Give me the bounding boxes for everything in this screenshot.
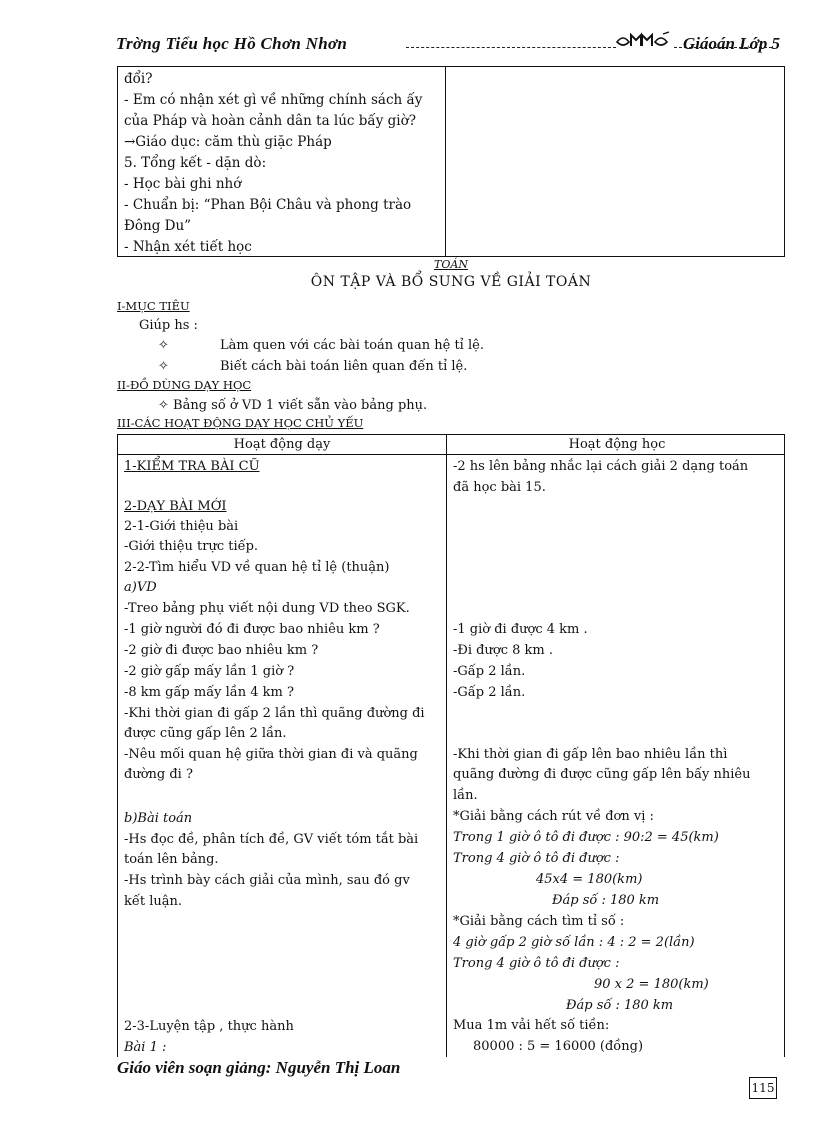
decorative-ornament-icon <box>611 30 681 52</box>
teacher-line: a)VD <box>124 580 157 595</box>
text-line: của Pháp và hoàn cảnh dân ta lúc bấy giờ? <box>124 113 416 129</box>
teacher-line: -1 giờ người đó đi được bao nhiêu km ? <box>124 622 380 637</box>
teacher-line: được cũng gấp lên 2 lần. <box>124 726 287 741</box>
student-line: quãng đường đi được cũng gấp lên bấy nhiêu <box>453 767 751 782</box>
teacher-line: toán lên bảng. <box>124 852 219 867</box>
materials-heading: II-ĐỒ DÙNG DẠY HỌC <box>117 378 252 392</box>
objectives-heading: I-MỤC TIÊU <box>117 299 190 313</box>
subject-label: TOÁN <box>434 258 468 271</box>
page-header <box>116 30 780 60</box>
student-line: -Gấp 2 lần. <box>453 685 526 700</box>
teacher-line: 2-2-Tìm hiểu VD về quan hệ tỉ lệ (thuận) <box>124 560 390 575</box>
student-line: 90 x 2 = 180(km) <box>594 977 709 992</box>
teacher-line: b)Bài toán <box>124 811 193 826</box>
teacher-line: kết luận. <box>124 894 183 909</box>
student-line: Trong 1 giờ ô tô đi được : 90:2 = 45(km) <box>453 830 719 845</box>
page-number: 115 <box>749 1077 777 1099</box>
student-line: 45x4 = 180(km) <box>536 872 643 887</box>
teacher-line: 1-KIỂM TRA BÀI CŨ <box>124 459 260 474</box>
student-line: lần. <box>453 788 478 803</box>
text-line: - Chuẩn bị: “Phan Bội Châu và phong trào <box>124 197 412 213</box>
student-line: -2 hs lên bảng nhắc lại cách giải 2 dạng toán <box>453 459 749 474</box>
header-dashed-rule <box>406 47 616 48</box>
student-line: -Gấp 2 lần. <box>453 664 526 679</box>
student-line: Trong 4 giờ ô tô đi được : <box>453 956 620 971</box>
student-line: *Giải bằng cách tìm tỉ số : <box>453 914 625 929</box>
continuation-table <box>117 66 785 257</box>
activities-heading: III-CÁC HOẠT ĐỘNG DẠY HỌC CHỦ YẾU <box>117 416 364 430</box>
bullet-icon: ✧ <box>158 338 169 353</box>
column-header-teacher: Hoạt động dạy <box>233 437 331 452</box>
student-line: Mua 1m vải hết số tiền: <box>453 1018 610 1033</box>
teacher-line: -Treo bảng phụ viết nội dung VD theo SGK. <box>124 601 410 616</box>
text-line: - Em có nhận xét gì về những chính sách ấy <box>124 92 423 108</box>
teacher-line: -2 giờ đi được bao nhiêu km ? <box>124 643 319 658</box>
text-line: - Nhận xét tiết học <box>124 239 252 255</box>
teacher-signature: Giáo viên soạn giảng: Nguyễn Thị Loan <box>117 1058 401 1077</box>
teacher-line: -Hs trình bày cách giải của mình, sau đó gv <box>124 873 410 888</box>
teacher-line: -Hs đọc đề, phân tích đề, GV viết tóm tắt bài <box>124 832 419 847</box>
table-header-row <box>118 435 784 455</box>
teacher-line: -Khi thời gian đi gấp 2 lần thì quãng đường đi <box>124 706 425 721</box>
teacher-line: đường đi ? <box>124 767 193 782</box>
teacher-line: 2-3-Luyện tập , thực hành <box>124 1019 294 1034</box>
school-name: Trờng Tiểu học Hồ Chơn Nhơn <box>116 34 348 53</box>
text-line: - Học bài ghi nhớ <box>124 176 242 192</box>
text-line: đổi? <box>124 71 153 87</box>
subject-grade: Giáoán Lớp 5 <box>683 34 780 53</box>
teacher-line: 2-DẠY BÀI MỚI <box>124 499 227 514</box>
student-line: *Giải bằng cách rút về đơn vị : <box>453 809 654 824</box>
student-line: 4 giờ gấp 2 giờ số lần : 4 : 2 = 2(lần) <box>453 935 695 950</box>
text-line: →Giáo dục: căm thù giặc Pháp <box>124 134 332 150</box>
objective-item: Biết cách bài toán liên quan đến tỉ lệ. <box>220 359 468 374</box>
teacher-line: -Nêu mối quan hệ giữa thời gian đi và quãng <box>124 747 418 762</box>
continuation-left-cell <box>118 67 446 256</box>
text-line: Đông Du” <box>124 218 192 234</box>
objective-item: Làm quen với các bài toán quan hệ tỉ lệ. <box>220 338 484 353</box>
column-divider <box>446 435 447 1057</box>
student-line: Đáp số : 180 km <box>566 998 674 1013</box>
activities-table <box>117 434 785 1057</box>
student-line: Đáp số : 180 km <box>552 893 660 908</box>
teacher-line: -Giới thiệu trực tiếp. <box>124 539 259 554</box>
teacher-line: -2 giờ gấp mấy lần 1 giờ ? <box>124 664 295 679</box>
student-line: đã học bài 15. <box>453 480 546 495</box>
objectives-intro: Giúp hs : <box>139 318 198 333</box>
student-line: 80000 : 5 = 16000 (đồng) <box>473 1039 644 1054</box>
materials-item: ✧ Bảng số ở VD 1 viết sẵn vào bảng phụ. <box>158 398 428 413</box>
bullet-icon: ✧ <box>158 359 169 374</box>
teacher-line: Bài 1 : <box>124 1040 167 1055</box>
column-header-student: Hoạt động học <box>568 437 666 452</box>
teacher-line: -8 km gấp mấy lần 4 km ? <box>124 685 294 700</box>
student-line: -Khi thời gian đi gấp lên bao nhiêu lần thì <box>453 747 728 762</box>
student-line: Trong 4 giờ ô tô đi được : <box>453 851 620 866</box>
lesson-title: ÔN TẬP VÀ BỔ SUNG VỀ GIẢI TOÁN <box>310 274 592 290</box>
student-line: -1 giờ đi được 4 km . <box>453 622 588 637</box>
text-line: 5. Tổng kết - dặn dò: <box>124 155 267 171</box>
teacher-line: 2-1-Giới thiệu bài <box>124 519 239 534</box>
student-line: -Đi được 8 km . <box>453 643 553 658</box>
